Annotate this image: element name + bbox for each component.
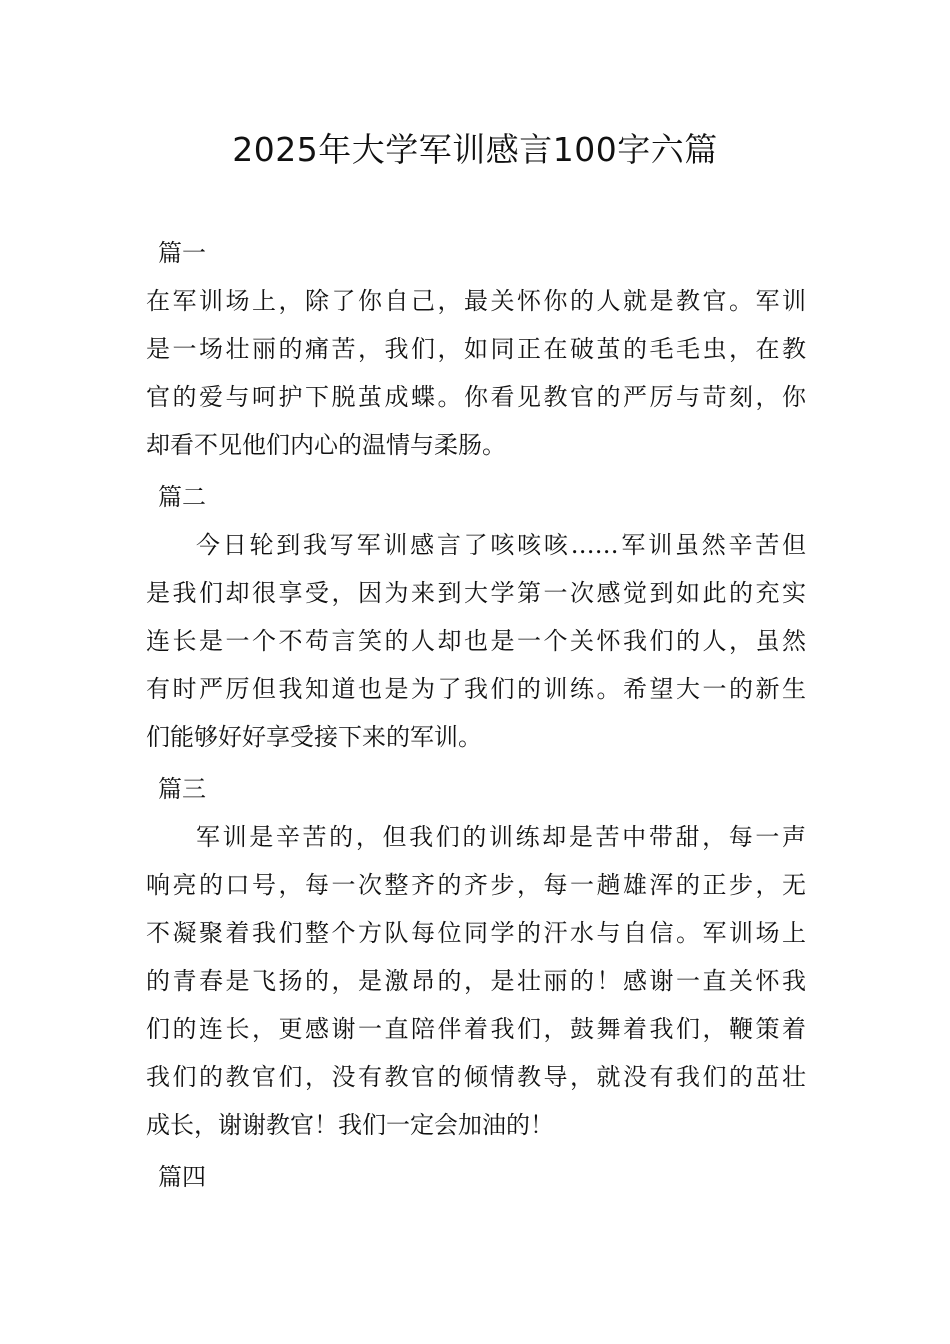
section-heading: 篇三 — [158, 775, 206, 803]
document-title: 2025年大学军训感言100字六篇 — [232, 130, 718, 169]
paragraph-line: 连长是一个不苟言笑的人却也是一个关怀我们的人，虽然 — [146, 627, 806, 655]
section-heading: 篇一 — [158, 239, 206, 267]
paragraph-line: 今日轮到我写军训感言了咳咳咳……军训虽然辛苦但 — [196, 531, 806, 559]
paragraph-line: 响亮的口号，每一次整齐的齐步，每一趟雄浑的正步，无 — [146, 871, 806, 899]
paragraph-line: 在军训场上，除了你自己，最关怀你的人就是教官。军训 — [146, 287, 806, 315]
document-body — [146, 229, 806, 1205]
section-4 — [146, 1153, 806, 1201]
paragraph-line: 我们的教官们，没有教官的倾情教导，就没有我们的茁壮 — [146, 1063, 806, 1091]
section-2 — [146, 473, 806, 761]
paragraph-line: 有时严厉但我知道也是为了我们的训练。希望大一的新生 — [146, 675, 806, 703]
paragraph-line: 军训是辛苦的，但我们的训练却是苦中带甜，每一声 — [196, 823, 806, 851]
section-3 — [146, 765, 806, 1149]
paragraph-line: 成长，谢谢教官！我们一定会加油的！ — [146, 1111, 554, 1139]
paragraph-line: 官的爱与呵护下脱茧成蝶。你看见教官的严厉与苛刻，你 — [146, 383, 806, 411]
section-1 — [146, 229, 806, 469]
section-heading: 篇四 — [158, 1163, 206, 1191]
paragraph-line: 们能够好好享受接下来的军训。 — [146, 723, 482, 751]
paragraph-line: 是一场壮丽的痛苦，我们，如同正在破茧的毛毛虫，在教 — [146, 335, 806, 363]
paragraph-line: 却看不见他们内心的温情与柔肠。 — [146, 431, 506, 459]
paragraph-line: 的青春是飞扬的，是激昂的，是壮丽的！感谢一直关怀我 — [146, 967, 806, 995]
paragraph-line: 不凝聚着我们整个方队每位同学的汗水与自信。军训场上 — [146, 919, 806, 947]
section-heading: 篇二 — [158, 483, 206, 511]
paragraph-line: 们的连长，更感谢一直陪伴着我们，鼓舞着我们，鞭策着 — [146, 1015, 806, 1043]
paragraph-line: 是我们却很享受，因为来到大学第一次感觉到如此的充实 — [146, 579, 806, 607]
